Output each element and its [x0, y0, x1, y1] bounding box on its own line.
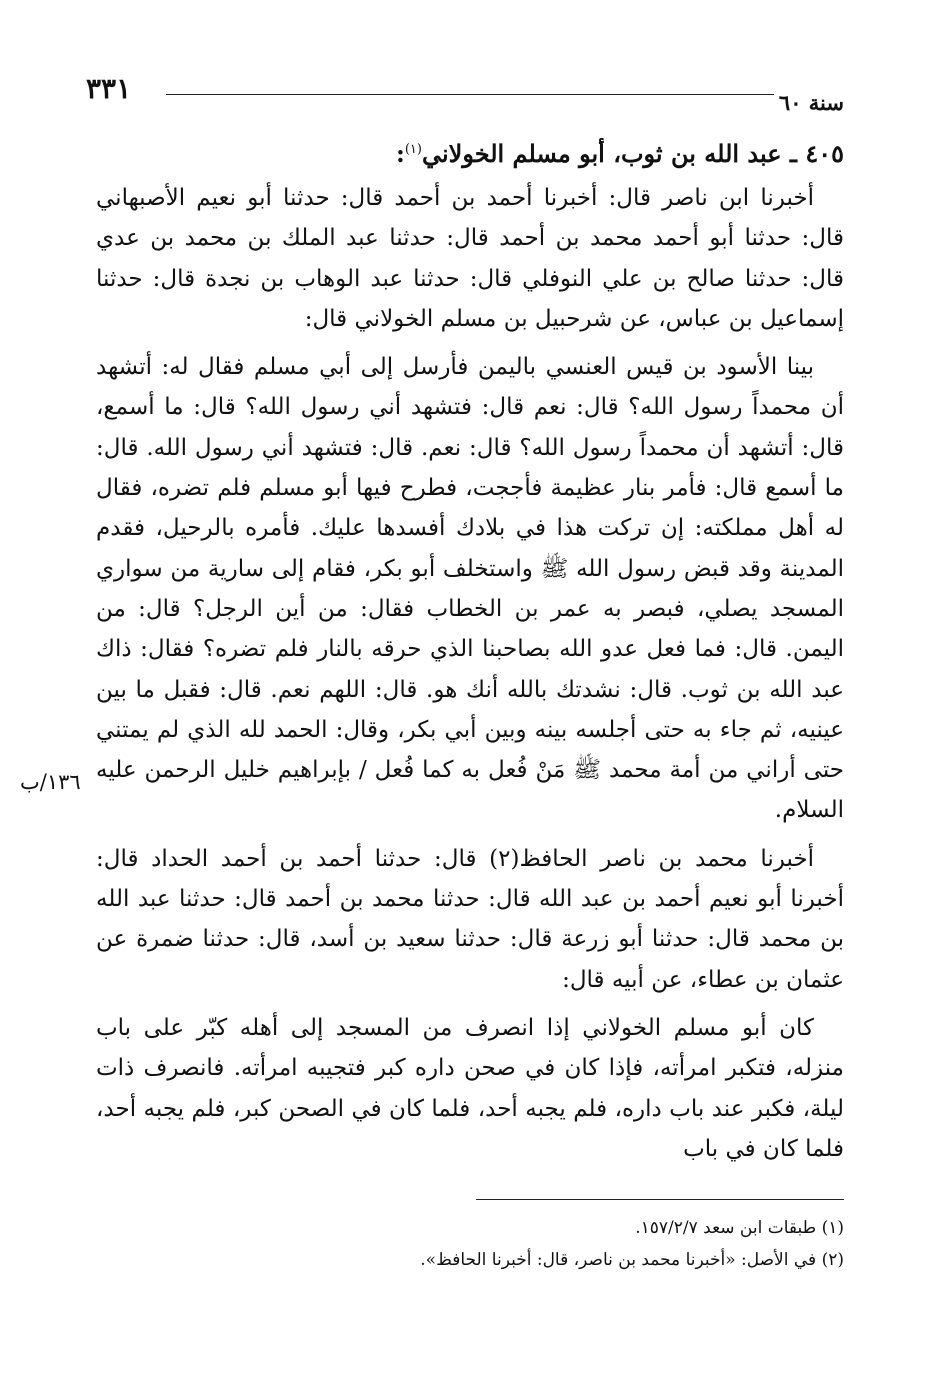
isnad-paragraph-2: أخبرنا محمد بن ناصر الحافظ(٢) قال: حدثنا أحمد بن أحمد الحداد قال: أخبرنا أبو نعيم أحمد بن عبد الله قال: حدثنا محمد بن أحمد قال: حدثنا عبد الله بن محمد قال: حدثنا أبو زرعة قال: حدثنا سعيد بن أسد، قال: حدثنا ضمرة عن عثمان بن عطاء، عن أبيه قال:	[96, 845, 845, 993]
isnad-paragraph-1: أخبرنا ابن ناصر قال: أخبرنا أحمد بن أحمد قال: حدثنا أبو نعيم الأصبهاني قال: حدثنا أبو أحمد محمد بن أحمد قال: حدثنا عبد الملك بن محمد بن عدي قال: حدثنا صالح بن علي النوفلي قال: حدثنا عبد الوهاب بن نجدة قال: حدثنا إسماعيل بن عباس، عن شرحبيل بن مسلم الخولاني قال:	[96, 185, 844, 332]
entry-title-text: ٤٠٥ ـ عبد الله بن ثوب، أبو مسلم الخولاني	[421, 139, 844, 168]
footnote-2: (٢) في الأصل: «أخبرنا محمد بن ناصر، قال: أخبرنا الحافظ».	[420, 1250, 844, 1270]
main-text	[96, 130, 844, 1169]
entry-title-footnote-ref: (١)	[404, 142, 422, 157]
entry-title	[96, 130, 844, 174]
narrative-paragraph-1: بينا الأسود بن قيس العنسي باليمن فأرسل إلى أبي مسلم فقال له: أتشهد أن محمداً رسول الله؟ قال: نعم قال: فتشهد أني رسول الله؟ قال: ما أسمع، قال: أتشهد أن محمداً رسول الله؟ قال: نعم. قال: فتشهد أني رسول الله. قال: ما أسمع قال: فأمر بنار عظيمة فأججت، فطرح فيها أبو مسلم فلم تضره، فقال له أهل مملكته: إن تركت هذا في بلادك أفسدها عليك. فأمره بالرحيل، فقدم المدينة وقد قبض رسول الله ﷺ واستخلف أبو بكر، فقام إلى سارية من سواري المسجد يصلي، فبصر به عمر بن الخطاب فقال: من أين الرجل؟ قال: من اليمن. قال: فما فعل عدو الله بصاحبنا الذي حرقه بالنار فلم تضره؟ فقال: ذاك عبد الله بن ثوب. قال: نشدتك بالله أنك هو. قال: اللهم نعم. قال: فقبل ما بين عينيه، ثم جاء به حتى أجلسه بينه وبين أبي بكر، وقال: الحمد لله الذي لم يمتني حتى أراني من أمة محمد ﷺ مَنْ فُعل به كما فُعل / بإبراهيم خليل الرحمن عليه السلام.	[96, 354, 844, 824]
page-header	[86, 72, 844, 115]
entry-title-colon: :	[395, 139, 405, 168]
narrative-paragraph-2: كان أبو مسلم الخولاني إذا انصرف من المسجد إلى أهله كبّر على باب منزله، فتكبر امرأته، فإذا كان في صحن داره كبر فتجيبه امرأته. فانصرف ذات ليلة، فكبر عند باب داره، فلم يجبه أحد، فلما كان في الصحن كبر، فلم يجبه أحد، فلما كان في باب	[96, 1014, 844, 1162]
footnotes	[96, 1212, 844, 1276]
page-number: ٣٣١	[86, 72, 132, 105]
footnote-1: (١) طبقات ابن سعد ١٥٧/٢/٧.	[635, 1218, 844, 1238]
running-head: سنة ٦٠	[778, 90, 844, 115]
footnote-rule	[476, 1199, 844, 1200]
header-rule	[166, 94, 774, 95]
manuscript-folio-marker: ١٣٦/ب	[20, 770, 81, 794]
